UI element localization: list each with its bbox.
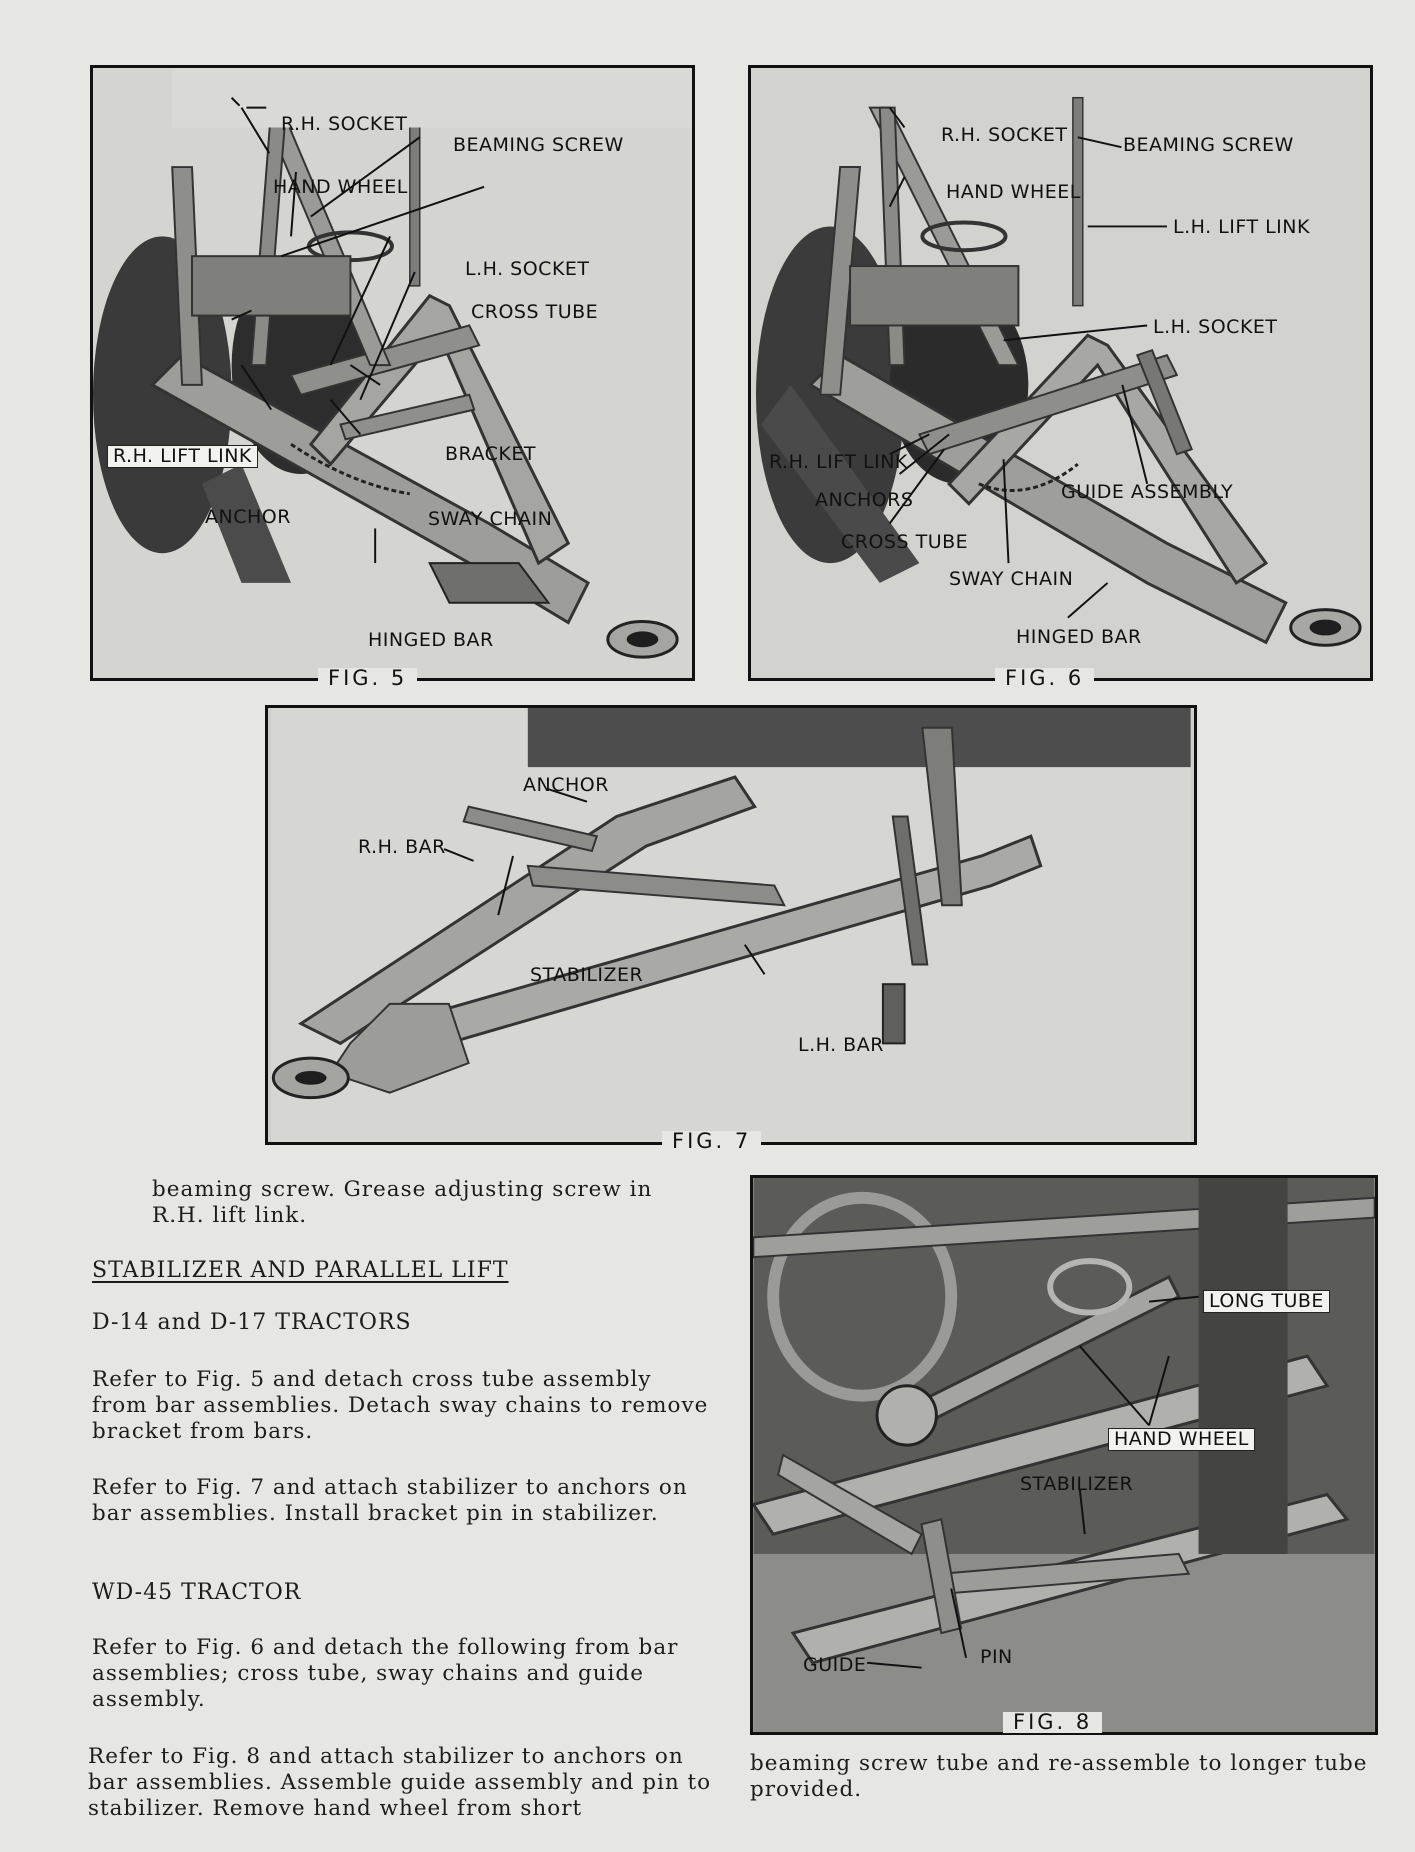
fig5-label-cross-tube: CROSS TUBE [471, 301, 599, 323]
section-heading: STABILIZER AND PARALLEL LIFT [92, 1258, 509, 1283]
fig8-label-guide: GUIDE [803, 1654, 867, 1676]
fig6-label-sway-chain: SWAY CHAIN [949, 568, 1074, 590]
fig6-label-anchors: ANCHORS [815, 489, 914, 511]
fig6-label-lh-lift-link: L.H. LIFT LINK [1173, 216, 1310, 238]
fig5-label-hand-wheel: HAND WHEEL [273, 176, 408, 198]
fig5-label-hinged-bar: HINGED BAR [368, 629, 494, 651]
paragraph-2: Refer to Fig. 7 and attach stabilizer to anchors on bar assemblies. Install bracket pin in stabilizer. [92, 1475, 688, 1526]
fig5-label-rh-socket: R.H. SOCKET [281, 113, 408, 135]
fig5-label-bracket: BRACKET [445, 443, 536, 465]
fig5-label-beaming-screw: BEAMING SCREW [453, 134, 624, 156]
fig6-label-guide-assembly: GUIDE ASSEMBLY [1061, 481, 1234, 503]
fig6-label-cross-tube: CROSS TUBE [841, 531, 969, 553]
fig6-label-hand-wheel: HAND WHEEL [946, 181, 1081, 203]
fig6-label-beaming-screw: BEAMING SCREW [1123, 134, 1294, 156]
fig6-caption: FIG. 6 [995, 668, 1094, 689]
fig8-label-pin: PIN [980, 1646, 1013, 1668]
figure-8 [750, 1175, 1378, 1735]
fig8-illustration [753, 1178, 1375, 1732]
fig8-label-hand-wheel: HAND WHEEL [1108, 1428, 1255, 1451]
paragraph-continued: beaming screw. Grease adjusting screw in R.H. lift link. [152, 1177, 653, 1228]
fig5-label-rh-lift-link: R.H. LIFT LINK [107, 445, 258, 468]
subheading-d14-d17: D-14 and D-17 TRACTORS [92, 1310, 412, 1335]
fig6-label-rh-lift-link: R.H. LIFT LINK [769, 451, 908, 473]
fig7-label-rh-bar: R.H. BAR [358, 836, 446, 858]
fig7-caption: FIG. 7 [662, 1131, 761, 1152]
fig7-label-lh-bar: L.H. BAR [798, 1034, 884, 1056]
fig7-label-stabilizer: STABILIZER [530, 964, 644, 986]
fig8-caption: FIG. 8 [1003, 1712, 1102, 1733]
subheading-wd45: WD-45 TRACTOR [92, 1580, 302, 1605]
paragraph-3: Refer to Fig. 6 and detach the following from bar assemblies; cross tube, sway chains and guide assembly. [92, 1635, 679, 1712]
fig8-label-stabilizer: STABILIZER [1020, 1473, 1134, 1495]
figure-5 [90, 65, 695, 681]
fig5-label-sway-chain: SWAY CHAIN [428, 508, 553, 530]
fig5-label-lh-socket: L.H. SOCKET [465, 258, 590, 280]
fig7-illustration [268, 708, 1194, 1142]
figure-6 [748, 65, 1373, 681]
paragraph-5: beaming screw tube and re-assemble to longer tube provided. [750, 1751, 1368, 1802]
fig6-label-rh-socket: R.H. SOCKET [941, 124, 1068, 146]
fig6-label-lh-socket: L.H. SOCKET [1153, 316, 1278, 338]
fig6-label-hinged-bar: HINGED BAR [1016, 626, 1142, 648]
fig7-label-anchor: ANCHOR [523, 774, 609, 796]
fig5-label-anchor: ANCHOR [205, 506, 291, 528]
fig8-label-long-tube: LONG TUBE [1203, 1290, 1330, 1313]
figure-7 [265, 705, 1197, 1145]
fig5-illustration [93, 68, 692, 678]
fig5-caption: FIG. 5 [318, 668, 417, 689]
paragraph-1: Refer to Fig. 5 and detach cross tube assembly from bar assemblies. Detach sway chains to remove bracket from bars. [92, 1367, 709, 1444]
paragraph-4: Refer to Fig. 8 and attach stabilizer to anchors on bar assemblies. Assemble guide assembly and pin to stabilizer. Remove hand wheel from short [88, 1744, 712, 1821]
